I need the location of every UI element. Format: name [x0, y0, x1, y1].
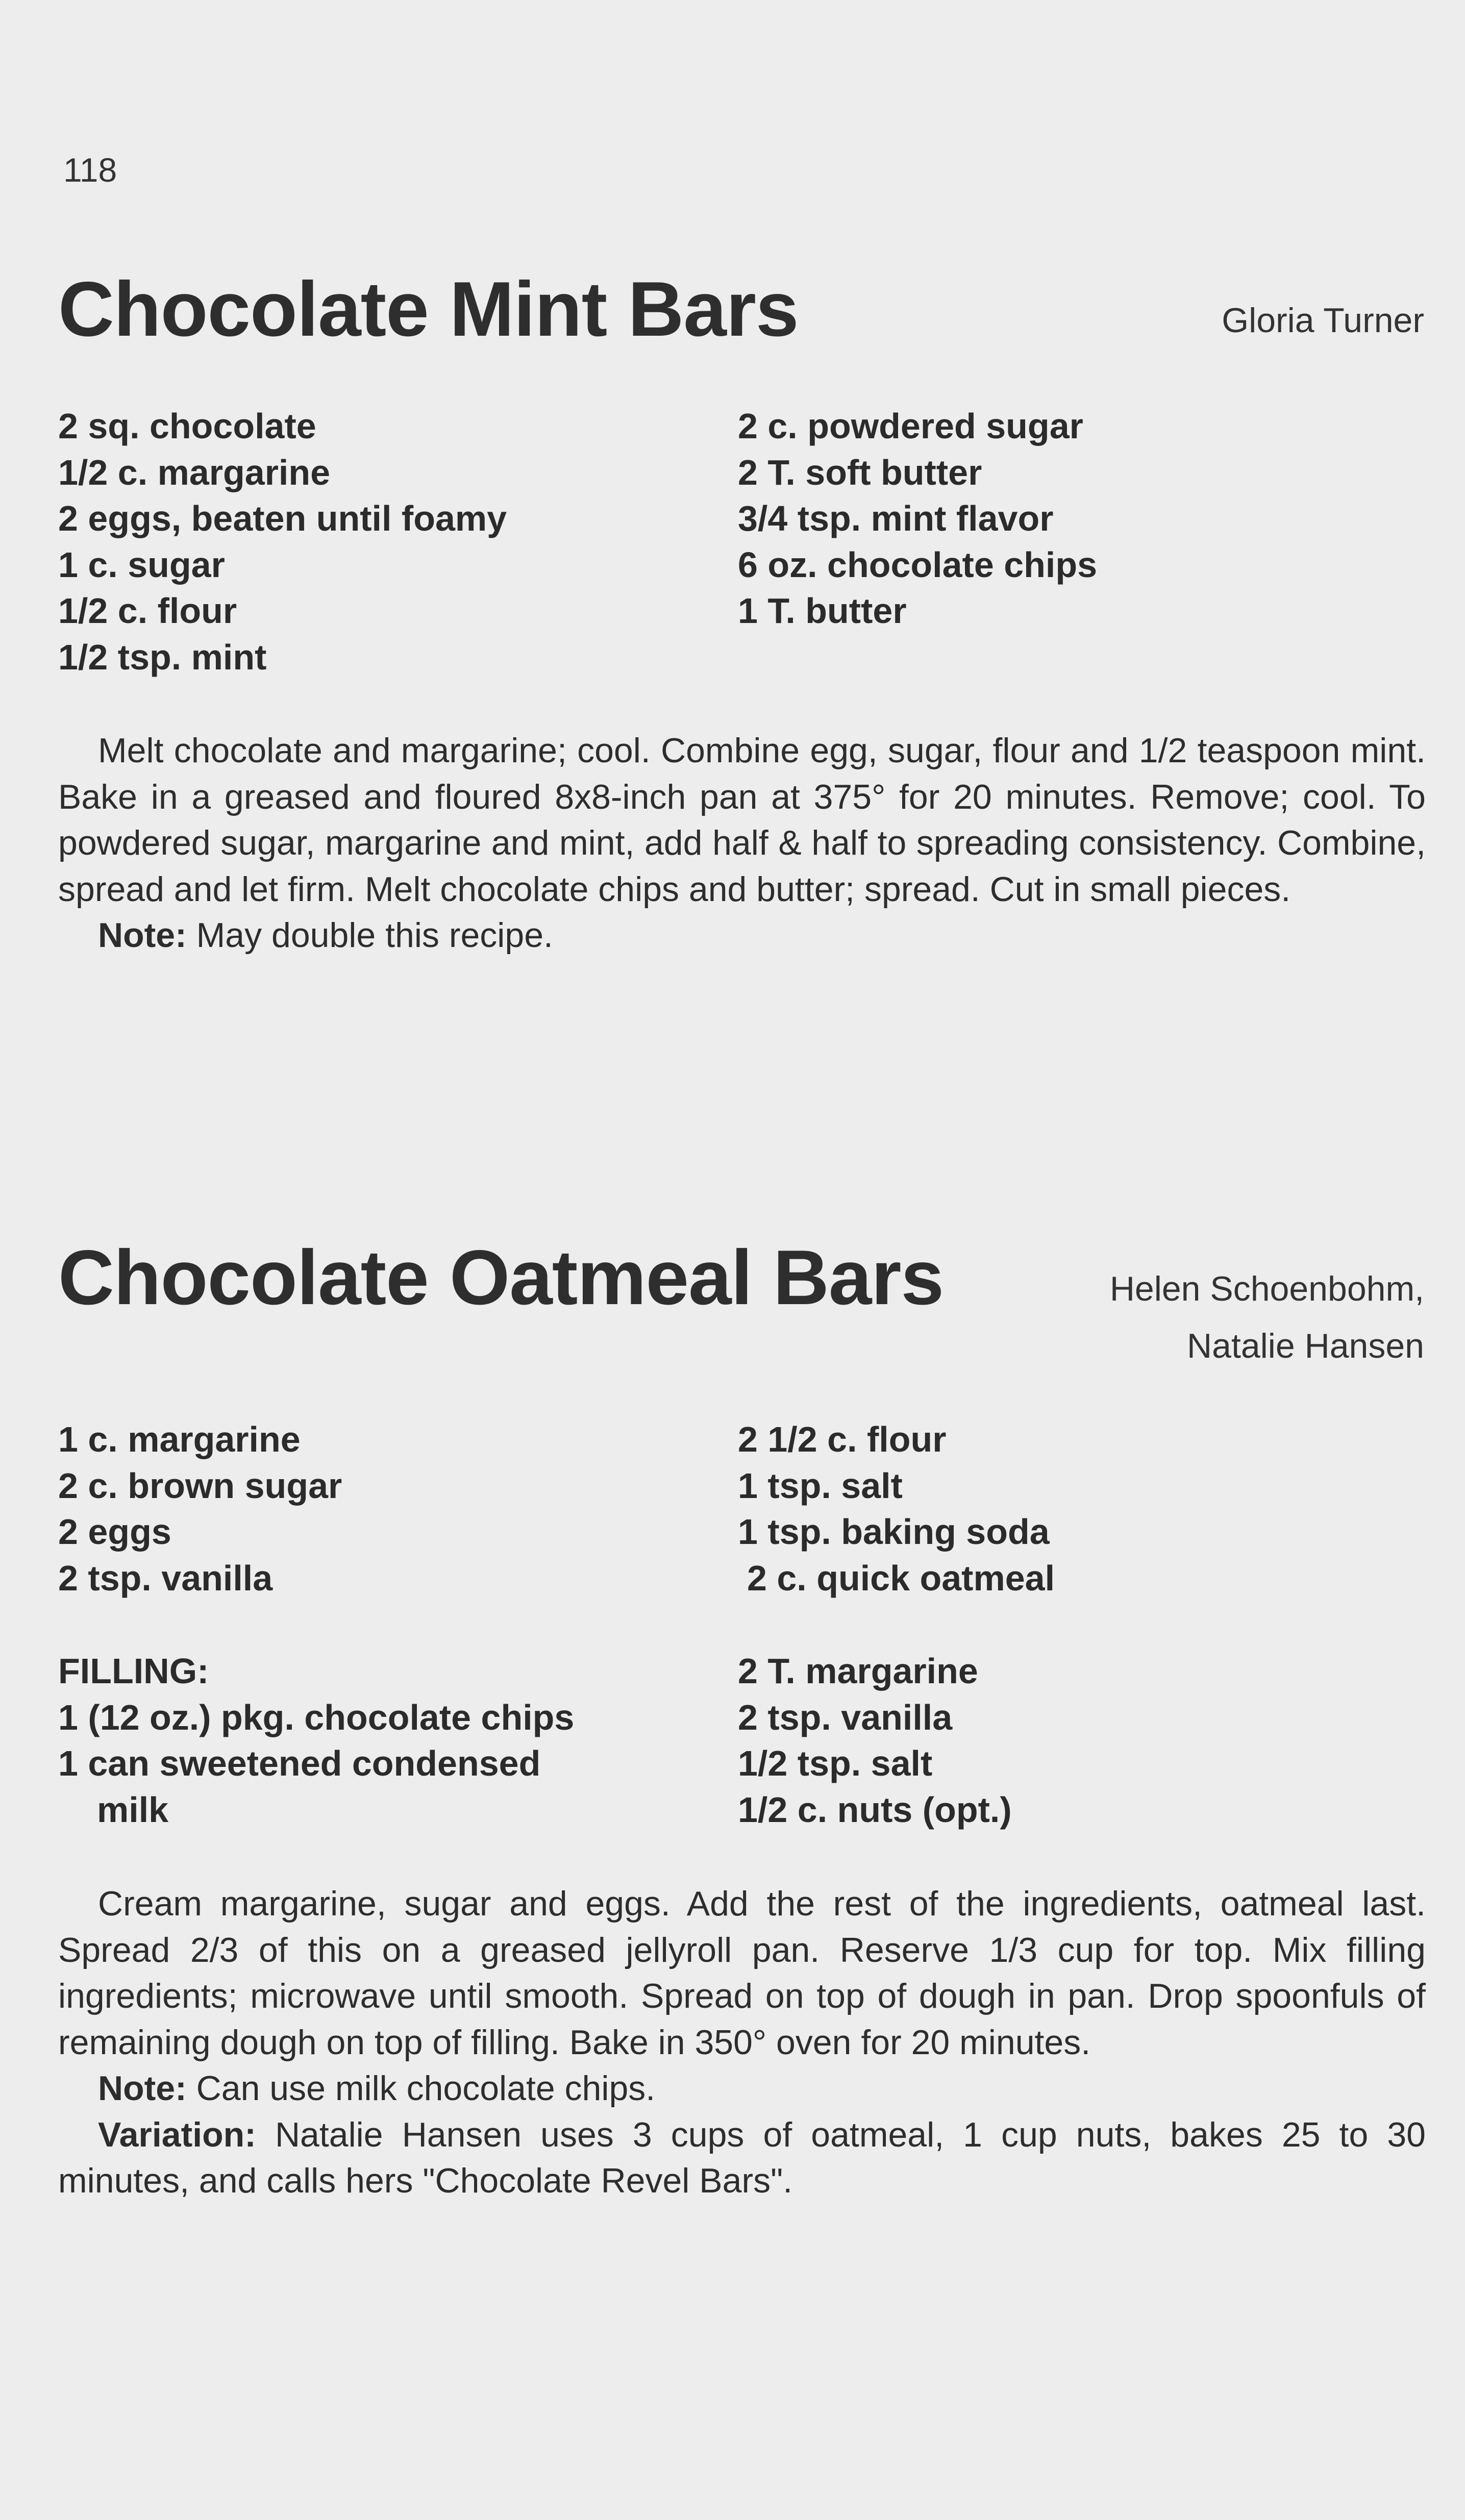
ingredient-list-right — [738, 403, 1097, 634]
recipe-note — [58, 2065, 1426, 2112]
ingredient-item: 1 can sweetened condensed — [58, 1743, 541, 1783]
ingredient-item: 2 tsp. vanilla — [738, 1697, 953, 1737]
page-number: 118 — [63, 151, 117, 189]
ingredient-item: 1 c. sugar — [58, 544, 225, 585]
ingredient-item: 1/2 c. margarine — [58, 452, 331, 492]
recipe-directions — [58, 1881, 1426, 2204]
note-text: May double this recipe. — [186, 916, 553, 955]
recipe-author — [1110, 1260, 1424, 1375]
recipe-title: Chocolate Oatmeal Bars — [58, 1234, 944, 1321]
ingredient-item: 1 (12 oz.) pkg. chocolate chips — [58, 1697, 575, 1737]
ingredient-list-left — [58, 403, 507, 680]
ingredient-item: 2 eggs — [58, 1512, 171, 1552]
variation-label: Variation: — [98, 2115, 256, 2154]
note-label: Note: — [98, 2069, 187, 2108]
recipe-note — [58, 912, 1426, 959]
ingredient-item: 2 c. brown sugar — [58, 1465, 342, 1506]
filling-list-right — [738, 1648, 1012, 1833]
ingredient-item: 2 eggs, beaten until foamy — [58, 498, 507, 538]
ingredient-item: 1/2 c. flour — [58, 591, 237, 631]
ingredient-item: 2 T. margarine — [738, 1651, 978, 1691]
variation-text: Natalie Hansen uses 3 cups of oatmeal, 1 cup nuts, bakes 25 to 30 minutes, and calls hers "Chocolate Revel Bars". — [58, 2115, 1426, 2200]
ingredient-item: 2 c. powdered sugar — [738, 406, 1083, 446]
directions-paragraph: Cream margarine, sugar and eggs. Add the rest of the ingredients, oatmeal last. Spread 2/3 of this on a greased jellyroll pan. Reserve 1/3 cup for top. Mix filling ingredients; microwave until smooth. Spread on top of dough in pan. Drop spoonfuls of remaining dough on top of filling. Bake in 350° oven for 20 minutes. — [58, 1884, 1426, 2062]
note-text: Can use milk chocolate chips. — [186, 2069, 656, 2108]
recipe-author — [1222, 292, 1424, 349]
ingredient-item: 1 tsp. salt — [738, 1465, 903, 1506]
ingredient-item: 2 1/2 c. flour — [738, 1419, 947, 1459]
author-name: Helen Schoenbohm, — [1109, 1269, 1424, 1308]
ingredient-list-right — [738, 1416, 1055, 1601]
recipe-directions — [58, 728, 1426, 959]
ingredient-item: 1/2 tsp. salt — [738, 1743, 933, 1783]
ingredient-item: 1/2 c. nuts (opt.) — [738, 1789, 1012, 1830]
ingredient-item: 6 oz. chocolate chips — [738, 544, 1098, 585]
ingredient-item: 2 sq. chocolate — [58, 406, 316, 446]
author-name: Gloria Turner — [1222, 301, 1424, 340]
ingredient-item: 3/4 tsp. mint flavor — [738, 498, 1054, 538]
filling-heading: FILLING: — [58, 1651, 209, 1691]
note-label: Note: — [98, 916, 187, 955]
directions-paragraph: Melt chocolate and margarine; cool. Combine egg, sugar, flour and 1/2 teaspoon mint. Bake in a greased and floured 8x8-inch pan at 375° for 20 minutes. Remove; cool. To powdered sugar, margarine and mint, add half & half to spreading consistency. Combine, spread and let firm. Melt chocolate chips and butter; spread. Cut in small pieces. — [58, 731, 1426, 909]
recipe-title: Chocolate Mint Bars — [58, 266, 799, 353]
ingredient-item: 2 tsp. vanilla — [58, 1558, 273, 1598]
ingredient-item: 1 tsp. baking soda — [738, 1512, 1050, 1552]
filling-list-left — [58, 1648, 574, 1833]
ingredient-item: milk — [97, 1789, 169, 1830]
author-name: Natalie Hansen — [1187, 1327, 1424, 1365]
ingredient-item: 1 c. margarine — [58, 1419, 301, 1459]
ingredient-item: 1/2 tsp. mint — [58, 637, 267, 677]
ingredient-item: 2 T. soft butter — [738, 452, 982, 492]
ingredient-item: 2 c. quick oatmeal — [747, 1558, 1055, 1598]
recipe-variation — [58, 2112, 1426, 2204]
ingredient-item: 1 T. butter — [738, 591, 907, 631]
ingredient-list-left — [58, 1416, 342, 1601]
